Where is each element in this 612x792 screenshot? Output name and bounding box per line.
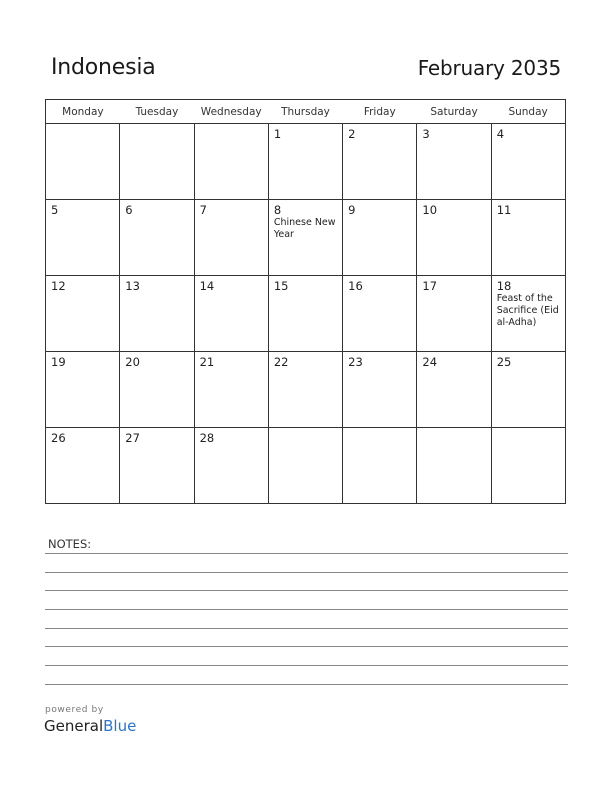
day-cell [417, 428, 491, 504]
day-cell [120, 200, 194, 276]
day-number: 21 [199, 355, 215, 369]
day-cell [491, 200, 565, 276]
day-number: 7 [199, 203, 207, 217]
weekday-header: Tuesday [120, 100, 194, 124]
week-row [46, 276, 566, 352]
day-number: 10 [422, 203, 438, 217]
day-number: 27 [125, 431, 140, 445]
note-line [45, 590, 568, 591]
day-cell [194, 352, 268, 428]
holiday-label: Chinese New Year [273, 217, 336, 240]
day-cell [120, 276, 194, 352]
day-cell [268, 428, 342, 504]
day-cell [120, 428, 194, 504]
day-number: 25 [496, 355, 512, 369]
day-number: 23 [348, 355, 363, 369]
day-cell [343, 352, 417, 428]
day-cell [417, 124, 491, 200]
day-number: 19 [51, 355, 66, 369]
day-number: 18 [496, 279, 512, 293]
day-number: 17 [422, 279, 438, 293]
note-line [45, 572, 568, 573]
day-cell [46, 276, 120, 352]
day-cell [491, 352, 565, 428]
weekday-header: Saturday [417, 100, 491, 124]
brand-blue: Blue [103, 717, 137, 735]
day-cell [343, 200, 417, 276]
note-line [45, 684, 568, 685]
day-number: 16 [348, 279, 363, 293]
day-number: 22 [273, 355, 289, 369]
day-number: 12 [51, 279, 66, 293]
day-number: 26 [51, 431, 66, 445]
country-title: Indonesia [51, 55, 156, 80]
week-row [46, 428, 566, 504]
day-number: 28 [199, 431, 215, 445]
month-title: February 2035 [417, 56, 561, 80]
day-number: 1 [273, 127, 282, 141]
day-number: 20 [125, 355, 140, 369]
weekday-header-row [46, 100, 566, 124]
day-number: 14 [199, 279, 215, 293]
day-number: 2 [348, 127, 356, 141]
day-cell [268, 276, 342, 352]
day-cell [268, 124, 342, 200]
day-cell [120, 352, 194, 428]
note-line [45, 628, 568, 629]
brand-general: General [44, 717, 104, 735]
day-cell [194, 276, 268, 352]
weekday-header: Monday [46, 100, 120, 124]
day-number: 5 [51, 203, 59, 217]
day-number: 6 [125, 203, 133, 217]
day-cell [343, 428, 417, 504]
day-cell [120, 124, 194, 200]
day-cell [46, 200, 120, 276]
day-cell [46, 428, 120, 504]
day-cell [417, 200, 491, 276]
notes-label: NOTES: [48, 537, 92, 551]
day-number: 9 [348, 203, 356, 217]
brand-logo [44, 717, 136, 735]
weekday-header: Wednesday [194, 100, 268, 124]
day-number: 24 [422, 355, 438, 369]
day-number: 8 [273, 203, 282, 217]
weekday-header: Sunday [491, 100, 565, 124]
day-number: 3 [422, 127, 430, 141]
day-number: 4 [496, 127, 505, 141]
day-cell [417, 352, 491, 428]
weekday-header: Thursday [268, 100, 342, 124]
note-line [45, 553, 568, 554]
note-line [45, 665, 568, 666]
holiday-label: Feast of the Sacrifice (Eid al-Adha) [496, 293, 559, 328]
week-row [46, 124, 566, 200]
day-number: 11 [496, 203, 512, 217]
day-cell [491, 276, 565, 352]
week-row [46, 200, 566, 276]
day-cell [268, 352, 342, 428]
day-cell [46, 124, 120, 200]
week-row [46, 352, 566, 428]
weekday-header: Friday [343, 100, 417, 124]
day-cell [417, 276, 491, 352]
day-cell [343, 124, 417, 200]
day-cell [268, 200, 342, 276]
day-cell [194, 428, 268, 504]
note-line [45, 609, 568, 610]
day-cell [343, 276, 417, 352]
note-line [45, 646, 568, 647]
calendar-grid [45, 99, 566, 504]
day-cell [491, 428, 565, 504]
day-cell [194, 124, 268, 200]
powered-by-text: powered by [45, 705, 104, 715]
day-number: 13 [125, 279, 140, 293]
day-cell [194, 200, 268, 276]
day-cell [491, 124, 565, 200]
day-cell [46, 352, 120, 428]
day-number: 15 [273, 279, 289, 293]
